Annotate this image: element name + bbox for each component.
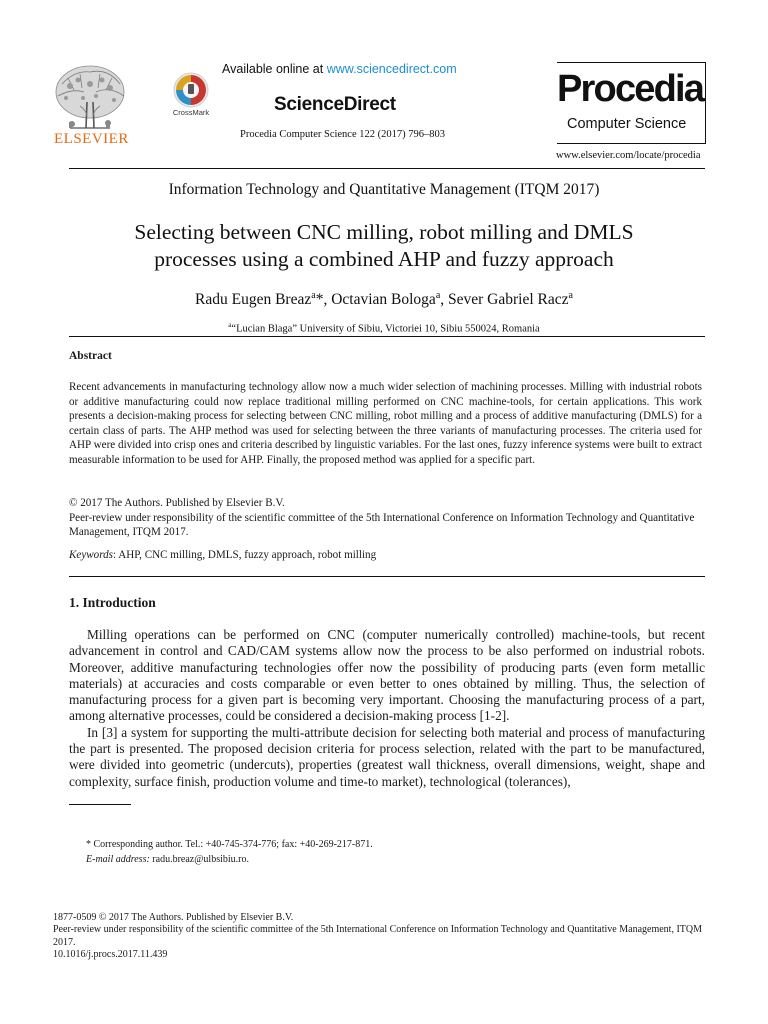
sciencedirect-brand: ScienceDirect [274, 94, 396, 115]
copyright-line: © 2017 The Authors. Published by Elsevier B.V. [69, 497, 285, 509]
affiliation-sup: a [228, 321, 232, 329]
author-list [0, 290, 768, 309]
keywords-line [69, 548, 376, 563]
email-note [86, 853, 373, 868]
author-affil-sup: a [435, 290, 441, 301]
corresponding-mark: * [315, 291, 324, 309]
footer-peer-review: Peer-review under responsibility of the scientific committee of the 5th International Conference on Information Technology and Quantitative Management, ITQM 2017. [53, 924, 702, 948]
corresponding-author-note: * Corresponding author. Tel.: +40-745-374-776; fax: +40-269-217-871. [86, 839, 373, 850]
footnote [86, 838, 373, 867]
paragraph: Milling operations can be performed on CNC (computer numerically controlled) machine-tools, but recent advancement in control and CAD/CAM systems allow now the process to be also performed on industrial robots. Moreover, additive manufacturing technologies offer now the possibility of producing parts (even form metallic materials) at accuracies and costs comparable or even better to ones obtained by milling. Thus, the selection of manufacturing process for a given part is becoming very important. Choosing the manufacturing process of a part, among alternative processes, could be considered a decision-making process [1-2]. [69, 627, 705, 724]
conference-name: Information Technology and Quantitative Management (ITQM 2017) [168, 181, 600, 198]
doi-link[interactable]: 10.1016/j.procs.2017.11.439 [53, 949, 168, 961]
sciencedirect-link[interactable]: www.sciencedirect.com [326, 62, 457, 76]
procedia-logo-subtitle: Computer Science [567, 116, 687, 132]
available-online-line [222, 62, 457, 76]
abstract-heading: Abstract [69, 350, 112, 362]
elsevier-wordmark: ELSEVIER [54, 131, 129, 147]
paper-title-line-2: processes using a combined AHP and fuzzy approach [154, 247, 614, 271]
footnote-rule [69, 804, 131, 805]
email-address[interactable]: radu.breaz@ulbsibiu.ro. [149, 853, 249, 865]
affiliation [0, 321, 768, 335]
author-name: Sever Gabriel Racz [448, 291, 569, 309]
affiliation-text: “Lucian Blaga” University of Sibiu, Victoriei 10, Sibiu 550024, Romania [231, 323, 540, 335]
title-rule [69, 336, 705, 337]
abstract-rule [69, 576, 705, 577]
copyright-block [69, 496, 705, 540]
crossmark-label: CrossMark [172, 108, 210, 117]
email-label: E-mail address: [86, 853, 150, 865]
author-separator: , [440, 291, 449, 309]
paragraph: In [3] a system for supporting the multi-attribute decision for selecting both material and process of manufacturing the part is presented. The proposed decision criteria for process selection, related with the part to be manufactured, were divided into geometric (undercuts), properties (greatest wall thickness, overall dimensions, weight, shape and complexity, surface finish, production volume and time-to market), technological (tolerances), [69, 724, 705, 789]
section-heading-introduction: 1. Introduction [69, 595, 156, 610]
procedia-logo-title: Procedia [557, 68, 704, 110]
peer-review-line: Peer-review under responsibility of the scientific committee of the 5th International Conference on Information Technology and Quantitative Management, ITQM 2017. [69, 511, 695, 539]
abstract-body: Recent advancements in manufacturing technology allow now a much wider selection of machining processes. Milling with industrial robots or additive manufacturing could now replace traditional milling performed on CNC machine-tools, for certain applications. This work presents a decision-making process for selecting between CNC milling, robot milling and a process of additive manufacturing (DMLS) for a certain class of parts. The AHP method was used for selecting between the three variants of manufacturing processes. The criteria used for AHP were divided into crisp ones and criteria described by linguistic variables. For the last ones, fuzzy inference systems were built to extract measurable information to be used for AHP. Finally, the proposed method was applied for a specific part. [69, 381, 702, 466]
author-name: Radu Eugen Breaz [195, 291, 312, 309]
journal-citation: Procedia Computer Science 122 (2017) 796–803 [240, 129, 445, 140]
author-separator: , [323, 291, 332, 309]
introduction-body [69, 627, 705, 790]
author-affil-sup: a [568, 290, 573, 301]
procedia-url-link[interactable]: www.elsevier.com/locate/procedia [556, 150, 701, 161]
paper-title-line-1: Selecting between CNC milling, robot milling and DMLS [134, 220, 634, 244]
page-footer [53, 912, 713, 962]
available-online-text: Available online at [222, 62, 327, 76]
keywords-list: : AHP, CNC milling, DMLS, fuzzy approach, robot milling [112, 549, 377, 561]
paper-title [60, 219, 708, 273]
author-affil-sup: a [311, 290, 316, 301]
issn-line: 1877-0509 © 2017 The Authors. Published by Elsevier B.V. [53, 912, 294, 923]
author-name: Octavian Bologa [331, 291, 436, 309]
keywords-label: Keywords [69, 549, 113, 561]
header-rule [69, 168, 705, 169]
